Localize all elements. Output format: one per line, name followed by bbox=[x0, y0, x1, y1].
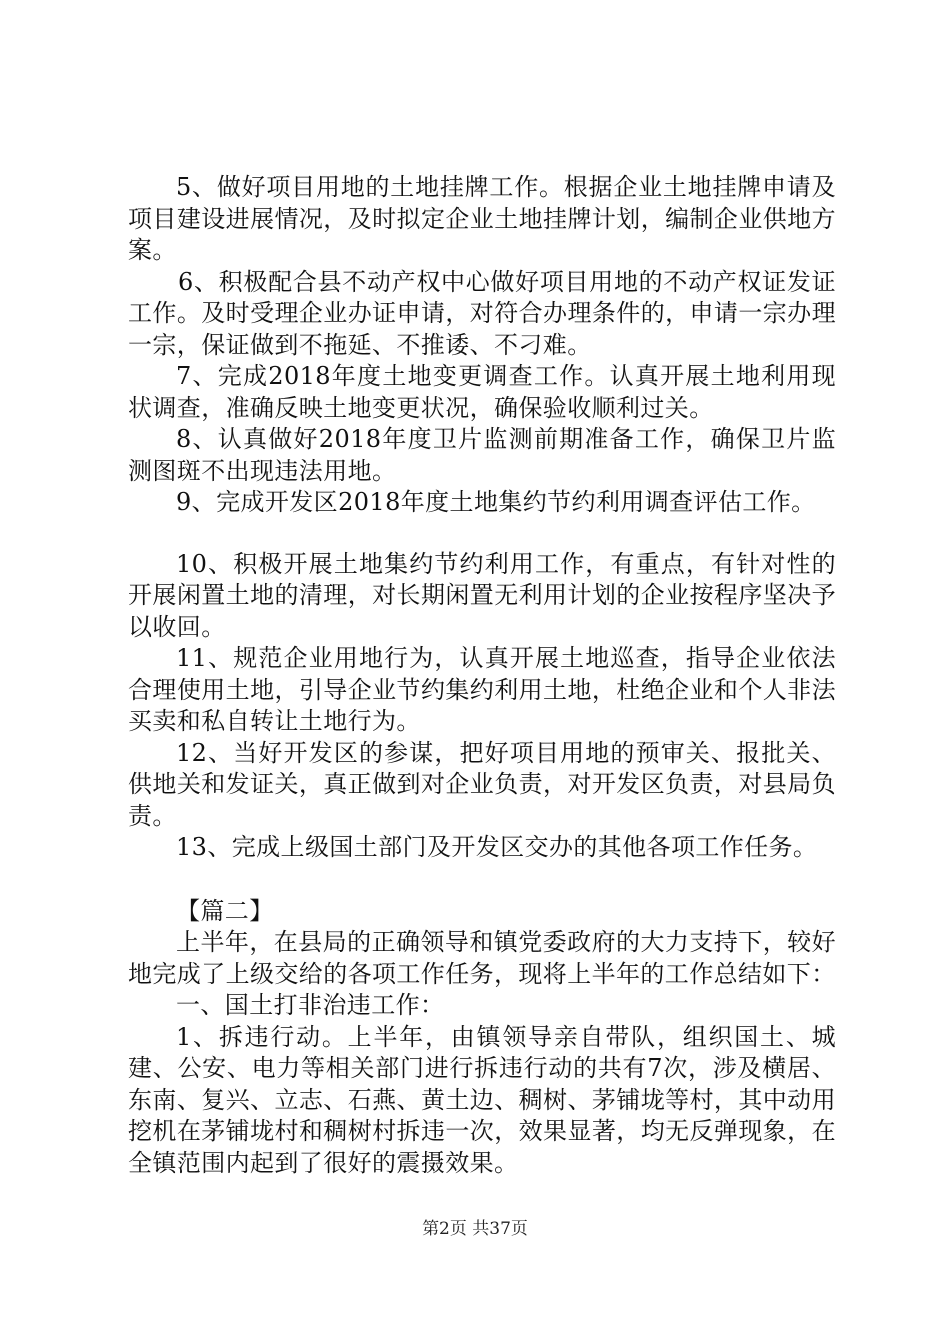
section-heading: 【篇二】 bbox=[176, 896, 274, 925]
subsection-heading: 一、国土打非治违工作： bbox=[176, 991, 445, 1019]
summary-intro-paragraph: 上半年，在县局的正确领导和镇党委政府的大力支持下，较好地完成了上级交给的各项工作任务，现将上半年的工作总结如下： bbox=[128, 928, 836, 988]
document-body bbox=[128, 172, 836, 1179]
paragraph-item-13: 13、完成上级国土部门及开发区交办的其他各项工作任务。 bbox=[176, 833, 818, 861]
page-number-footer: 第2页 共37页 bbox=[422, 1219, 528, 1239]
paragraph-item-9: 9、完成开发区2018年度土地集约节约利用调查评估工作。 bbox=[176, 488, 816, 516]
demolition-paragraph: 1、拆违行动。上半年，由镇领导亲自带队，组织国土、城建、公安、电力等相关部门进行拆违行动的共有7次，涉及横居、东南、复兴、立志、石燕、黄土边、稠树、茅铺垅等村，其中动用挖机在茅铺垅村和稠树村拆违一次，效果显著，均无反弹现象，在全镇范围内起到了很好的震摄效果。 bbox=[128, 1022, 836, 1177]
paragraph-item-8: 8、认真做好2018年度卫片监测前期准备工作，确保卫片监测图斑不出现违法用地。 bbox=[128, 425, 836, 485]
paragraph-item-6: 6、积极配合县不动产权中心做好项目用地的不动产权证发证工作。及时受理企业办证申请，对符合办理条件的，申请一宗办理一宗，保证做到不拖延、不推诿、不刁难。 bbox=[128, 267, 836, 359]
paragraph-item-10: 10、积极开展土地集约节约利用工作，有重点，有针对性的开展闲置土地的清理，对长期闲置无利用计划的企业按程序坚决予以收回。 bbox=[128, 549, 836, 641]
paragraph-item-5: 5、做好项目用地的土地挂牌工作。根据企业土地挂牌申请及项目建设进展情况，及时拟定企业土地挂牌计划，编制企业供地方案。 bbox=[128, 173, 836, 264]
paragraph-item-12: 12、当好开发区的参谋，把好项目用地的预审关、报批关、供地关和发证关，真正做到对企业负责，对开发区负责，对县局负责。 bbox=[128, 738, 836, 830]
paragraph-spacer bbox=[128, 519, 836, 549]
paragraph-item-11: 11、规范企业用地行为，认真开展土地巡查，指导企业依法合理使用土地，引导企业节约集约利用土地，杜绝企业和个人非法买卖和私自转让土地行为。 bbox=[128, 644, 836, 735]
section-spacer bbox=[128, 864, 836, 896]
paragraph-item-7: 7、完成2018年度土地变更调查工作。认真开展土地利用现状调查，准确反映土地变更状况，确保验收顺利过关。 bbox=[128, 362, 836, 422]
